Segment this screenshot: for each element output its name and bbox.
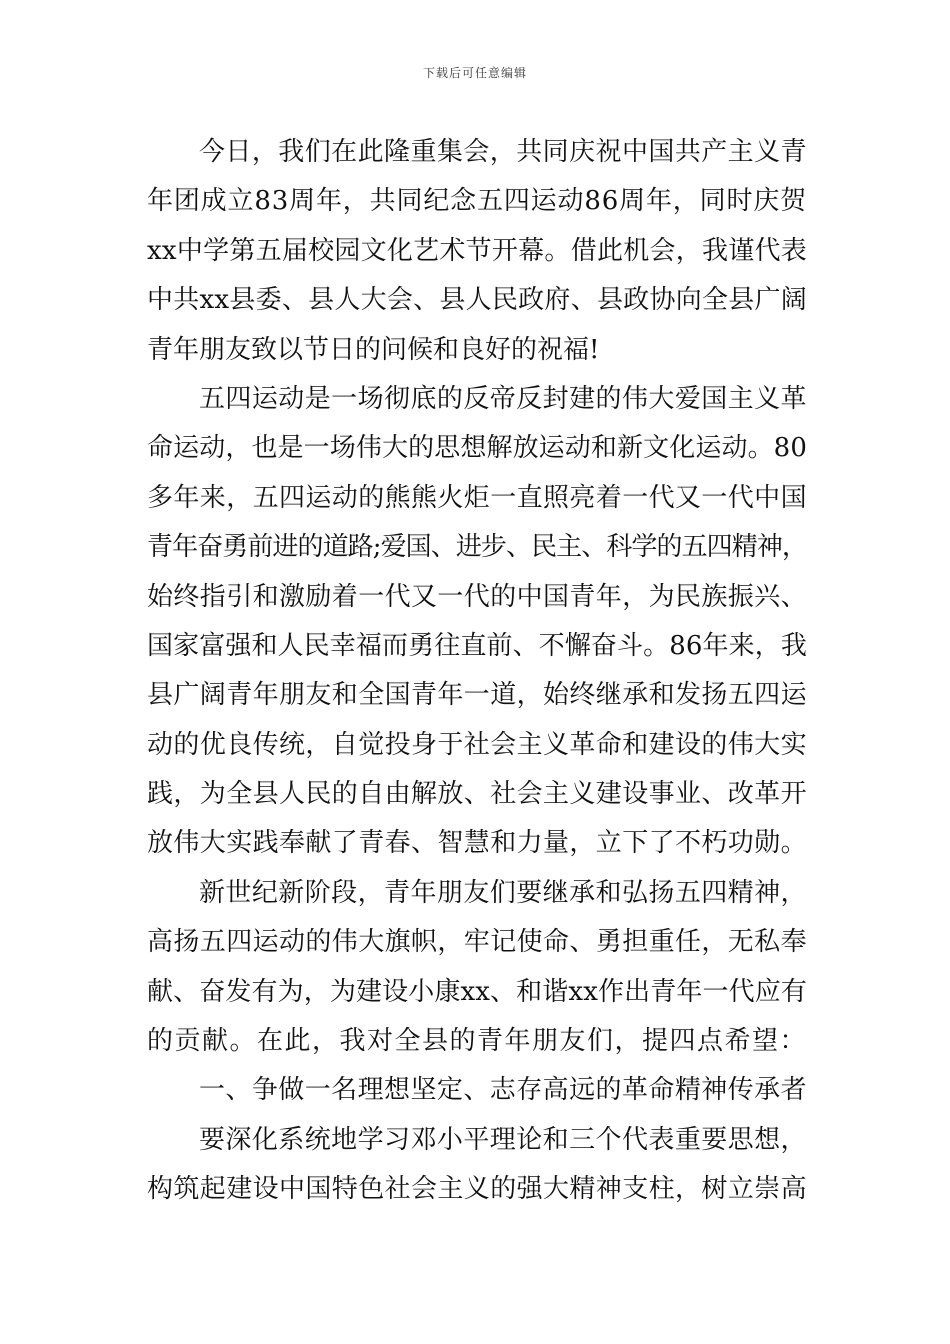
text-line: 中共xx县委、县人大会、县人民政府、县政协向全县广阔 bbox=[147, 285, 807, 316]
text-line: 构筑起建设中国特色社会主义的强大精神支柱，树立崇高 bbox=[147, 1174, 807, 1205]
text-line: 命运动，也是一场伟大的思想解放运动和新文化运动。80 bbox=[147, 433, 807, 464]
text-line: 五四运动是一场彻底的反帝反封建的伟大爱国主义革 bbox=[199, 383, 807, 414]
text-line: 高扬五四运动的伟大旗帜，牢记使命、勇担重任，无私奉 bbox=[147, 927, 807, 958]
text-line: 的贡献。在此，我对全县的青年朋友们，提四点希望： bbox=[147, 1026, 807, 1057]
text-line: 一、争做一名理想坚定、志存高远的革命精神传承者 bbox=[199, 1075, 807, 1106]
text-line: 多年来，五四运动的熊熊火炬一直照亮着一代又一代中国 bbox=[147, 482, 807, 513]
document-body bbox=[147, 128, 807, 1215]
text-line: 放伟大实践奉献了青春、智慧和力量，立下了不朽功勋。 bbox=[147, 828, 807, 859]
text-line: 国家富强和人民幸福而勇往直前、不懈奋斗。86年来，我 bbox=[147, 630, 807, 661]
text-line: 新世纪新阶段，青年朋友们要继承和弘扬五四精神， bbox=[199, 877, 807, 908]
text-line: 年团成立83周年，共同纪念五四运动86周年，同时庆贺 bbox=[147, 186, 807, 217]
text-line: 践，为全县人民的自由解放、社会主义建设事业、改革开 bbox=[147, 779, 807, 810]
text-line: 动的优良传统，自觉投身于社会主义革命和建设的伟大实 bbox=[147, 729, 807, 760]
text-line: xx中学第五届校园文化艺术节开幕。借此机会，我谨代表 bbox=[147, 235, 807, 266]
text-line: 献、奋发有为，为建设小康xx、和谐xx作出青年一代应有 bbox=[147, 976, 807, 1007]
text-line: 青年奋勇前进的道路;爱国、进步、民主、科学的五四精神， bbox=[147, 532, 807, 563]
text-line: 始终指引和激励着一代又一代的中国青年，为民族振兴、 bbox=[147, 581, 807, 612]
page-header: 下载后可任意编辑 bbox=[422, 66, 527, 80]
text-line: 青年朋友致以节日的问候和良好的祝福! bbox=[147, 334, 600, 365]
text-line: 要深化系统地学习邓小平理论和三个代表重要思想， bbox=[199, 1124, 807, 1155]
text-line: 县广阔青年朋友和全国青年一道，始终继承和发扬五四运 bbox=[147, 680, 807, 711]
text-line: 今日，我们在此隆重集会，共同庆祝中国共产主义青 bbox=[199, 137, 807, 167]
